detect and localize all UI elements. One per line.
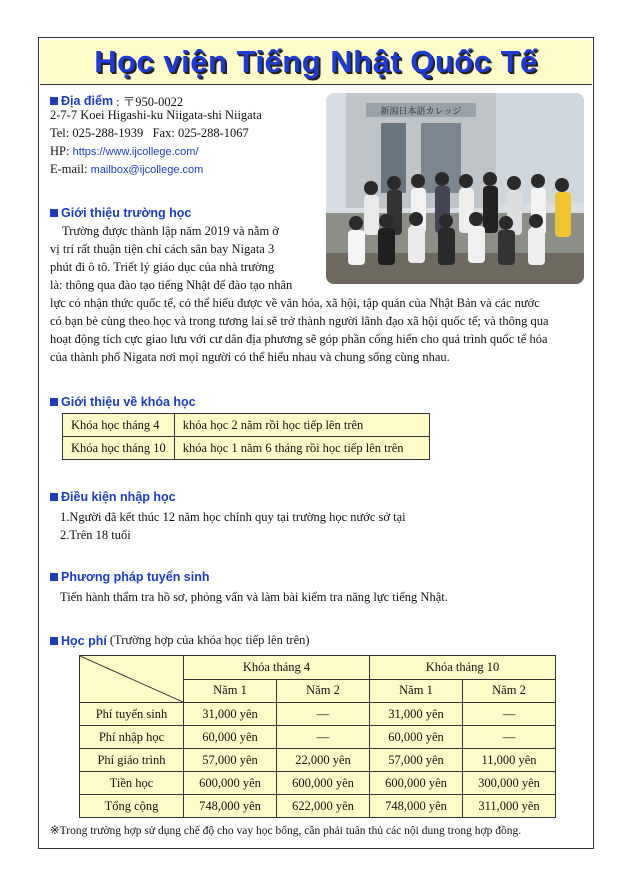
email-label: E-mail: bbox=[50, 162, 88, 176]
fee-value: 22,000 yên bbox=[277, 749, 370, 772]
fees-subheading: (Trường hợp của khóa học tiếp lên trên) bbox=[109, 633, 310, 647]
fee-value: — bbox=[277, 726, 370, 749]
fee-value: — bbox=[463, 703, 556, 726]
intro-line-7: của thành phố Nigata nơi mọi người có thể hiểu nhau và chung sống cùng nhau. bbox=[50, 350, 450, 364]
diagonal-corner-cell bbox=[80, 656, 184, 703]
address: 2-7-7 Koei Higashi-ku Niigata-shi Niigata bbox=[50, 108, 262, 122]
email-link[interactable]: mailbox@ijcollege.com bbox=[90, 164, 204, 176]
tel: Tel: 025-288-1939 bbox=[50, 126, 144, 140]
admission-item-2: 2.Trên 18 tuổi bbox=[60, 528, 131, 542]
fee-value: 60,000 yên bbox=[370, 726, 463, 749]
table-row bbox=[80, 726, 556, 749]
table-row bbox=[80, 703, 556, 726]
fee-label: Tổng cộng bbox=[80, 795, 184, 818]
title-banner bbox=[40, 40, 592, 85]
bullet-square-icon bbox=[50, 573, 58, 581]
admission-item-1: 1.Người đã kết thúc 12 năm học chính quy tại trường học nước sở tại bbox=[60, 510, 406, 524]
fee-value: 300,000 yên bbox=[463, 772, 556, 795]
table-row bbox=[80, 795, 556, 818]
footnote: ※Trong trường hợp sử dụng chế độ cho vay học bổng, cần phải tuân thủ các nội dung trong hợp đồng. bbox=[50, 825, 522, 837]
courses-heading bbox=[50, 395, 196, 409]
fees-heading bbox=[50, 633, 310, 648]
bullet-square-icon bbox=[50, 209, 58, 217]
intro-line-5: có bạn bè cùng theo học và trong tương lai sẽ trở thành người lãnh đạo xã hội quốc tế; và thông qua bbox=[50, 314, 549, 328]
admission-heading bbox=[50, 490, 176, 504]
phone-fax bbox=[50, 124, 249, 142]
bullet-square-icon bbox=[50, 398, 58, 406]
fee-value: 60,000 yên bbox=[184, 726, 277, 749]
hp-label: HP: bbox=[50, 144, 70, 158]
intro-line-1: vị trí rất thuận tiện chỉ cách sân bay Nigata 3 bbox=[50, 242, 275, 256]
fee-value: 57,000 yên bbox=[370, 749, 463, 772]
fee-label: Phí nhập học bbox=[80, 726, 184, 749]
hp-link[interactable]: https://www.ijcollege.com/ bbox=[72, 146, 199, 158]
course-name: Khóa học tháng 4 bbox=[63, 414, 175, 437]
fee-value: 622,000 yên bbox=[277, 795, 370, 818]
fee-value: 600,000 yên bbox=[184, 772, 277, 795]
selection-text: Tiến hành thẩm tra hồ sơ, phỏng vấn và làm bài kiểm tra năng lực tiếng Nhật. bbox=[60, 590, 448, 604]
fee-label: Phí giáo trình bbox=[80, 749, 184, 772]
year-header: Năm 2 bbox=[277, 679, 370, 703]
courses-heading-text: Giới thiệu về khóa học bbox=[61, 395, 196, 409]
fee-value: 57,000 yên bbox=[184, 749, 277, 772]
fee-label: Phí tuyển sinh bbox=[80, 703, 184, 726]
table-row bbox=[63, 437, 430, 460]
bullet-square-icon bbox=[50, 97, 58, 105]
fee-value: 600,000 yên bbox=[277, 772, 370, 795]
course-table bbox=[62, 413, 430, 460]
table-row bbox=[80, 749, 556, 772]
selection-heading-text: Phương pháp tuyển sinh bbox=[61, 570, 210, 584]
year-header: Năm 1 bbox=[370, 679, 463, 703]
bullet-square-icon bbox=[50, 493, 58, 501]
intro-line-6: hoạt động tích cực giao lưu với cư dân địa phương sẽ góp phần cống hiến cho quá trình quốc tế hóa bbox=[50, 332, 548, 346]
selection-heading bbox=[50, 570, 210, 584]
fee-value: — bbox=[277, 703, 370, 726]
fee-table bbox=[79, 655, 556, 818]
group-header: Khóa tháng 10 bbox=[370, 656, 556, 680]
table-row bbox=[63, 414, 430, 437]
homepage bbox=[50, 142, 199, 161]
fee-label: Tiền học bbox=[80, 772, 184, 795]
fee-value: 311,000 yên bbox=[463, 795, 556, 818]
building-sign: 新潟日本語カレッジ bbox=[380, 107, 462, 117]
page-title: Học viện Tiếng Nhật Quốc Tế bbox=[94, 44, 538, 79]
fee-value: 31,000 yên bbox=[370, 703, 463, 726]
course-name: Khóa học tháng 10 bbox=[63, 437, 175, 460]
intro-heading bbox=[50, 206, 191, 220]
fee-value: 11,000 yên bbox=[463, 749, 556, 772]
group-header: Khóa tháng 4 bbox=[184, 656, 370, 680]
diagonal-line bbox=[80, 656, 183, 702]
email bbox=[50, 160, 203, 179]
fee-value: — bbox=[463, 726, 556, 749]
fax: Fax: 025-288-1067 bbox=[152, 126, 249, 140]
table-row bbox=[80, 772, 556, 795]
course-desc: khóa học 2 năm rồi học tiếp lên trên bbox=[174, 414, 429, 437]
intro-heading-text: Giới thiệu trường học bbox=[61, 206, 192, 220]
year-header: Năm 2 bbox=[463, 679, 556, 703]
fee-value: 600,000 yên bbox=[370, 772, 463, 795]
postal-code: : 〒950-0022 bbox=[116, 95, 184, 109]
admission-heading-text: Điều kiện nhập học bbox=[61, 490, 176, 504]
school-photo bbox=[326, 93, 584, 284]
fee-value: 748,000 yên bbox=[370, 795, 463, 818]
year-header: Năm 1 bbox=[184, 679, 277, 703]
intro-line-4: lực có nhận thức quốc tế, có thể hiểu được về văn hóa, xã hội, tập quán của Nhật Bản và các nước bbox=[50, 296, 540, 310]
intro-line-2: phút đi ô tô. Triết lý giáo dục của nhà trường bbox=[50, 260, 275, 274]
course-desc: khóa học 1 năm 6 tháng rồi học tiếp lên trên bbox=[174, 437, 429, 460]
fees-heading-text: Học phí bbox=[61, 633, 107, 648]
bullet-square-icon bbox=[50, 637, 58, 645]
intro-line-0: Trường được thành lập năm 2019 và nằm ở bbox=[62, 224, 279, 238]
fee-value: 31,000 yên bbox=[184, 703, 277, 726]
fee-value: 748,000 yên bbox=[184, 795, 277, 818]
intro-line-3: là: thông qua đào tạo tiếng Nhật để đào tạo nhân bbox=[50, 278, 293, 292]
table-row bbox=[80, 656, 556, 680]
location-heading-text: Địa điểm bbox=[61, 94, 114, 108]
